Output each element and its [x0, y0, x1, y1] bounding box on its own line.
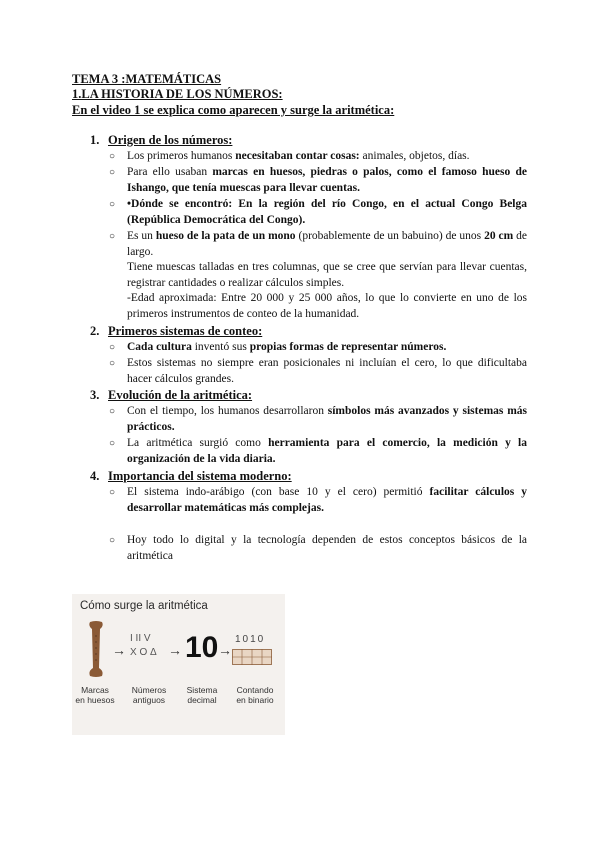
item-text: inventó sus	[191, 341, 250, 353]
circle-bullet-icon: ○	[109, 487, 116, 498]
item-text: El sistema indo-arábigo (con base 10 y el cero) permitió	[127, 486, 430, 498]
section-heading-text: Importancia del sistema moderno:	[108, 469, 292, 483]
numerals-line: I II V	[130, 633, 151, 644]
topic-title: TEMA 3 :MATEMÁTICAS	[72, 72, 222, 86]
circle-bullet-icon: ○	[109, 342, 116, 353]
item-bold-text: Cada cultura	[127, 341, 192, 353]
circle-bullet-icon: ○	[109, 151, 116, 162]
section-title: 1.LA HISTORIA DE LOS NÚMEROS:	[72, 87, 283, 101]
item-bold-text: hueso de la pata de un mono	[155, 230, 296, 242]
circle-bullet-icon: ○	[109, 438, 116, 449]
caption-line: antiguos	[132, 695, 166, 705]
caption-line: Contando	[236, 685, 274, 695]
section-3-heading	[90, 388, 252, 403]
item-text: Con el tiempo, los humanos desarrollaron	[127, 405, 328, 417]
item-bold-text: marcas en huesos, piedras o palos, como el famoso hueso de Ishango, que tenía muescas para llevar cuentas.	[127, 166, 527, 194]
section-number: 3.	[90, 388, 100, 402]
bone-icon	[86, 620, 106, 678]
item-text: Los primeros humanos	[127, 150, 236, 162]
list-item	[109, 149, 527, 165]
item-text: de largo.	[127, 230, 528, 258]
list-item	[109, 197, 527, 228]
arrow-right-icon: →	[218, 642, 232, 658]
item-text: La aritmética surgió como	[127, 437, 269, 449]
circle-bullet-icon: ○	[109, 231, 116, 242]
binary-grid-icon	[232, 649, 272, 665]
caption-line: decimal	[187, 695, 217, 705]
caption-binary-counting	[230, 685, 280, 705]
circle-bullet-icon: ○	[109, 535, 116, 546]
arrow-right-icon: →	[168, 642, 182, 658]
ancient-numerals	[130, 632, 157, 660]
list-item	[109, 340, 527, 356]
list-item	[109, 404, 527, 435]
arrow-right-icon: →	[112, 642, 126, 658]
list-item	[109, 165, 527, 196]
list-item	[109, 485, 527, 516]
figure-title: Cómo surge la aritmética	[80, 600, 208, 612]
list-item	[109, 229, 528, 323]
list-item	[109, 356, 527, 387]
item-text: (probablemente de un babuino) de unos	[295, 230, 485, 242]
arithmetic-origin-figure	[72, 594, 285, 735]
circle-bullet-icon: ○	[109, 406, 116, 417]
decimal-ten: 10	[185, 631, 219, 664]
item-text: Es un	[127, 230, 156, 242]
item-paragraph: -Edad aproximada: Entre 20 000 y 25 000 años, lo que lo convierte en uno de los primeros instrumentos de conteo de la humanidad.	[127, 292, 527, 320]
item-text: Hoy todo lo digital y la tecnología dependen de estos conceptos básicos de la aritmética	[127, 534, 527, 562]
circle-bullet-icon: ○	[109, 167, 116, 178]
intro-line: En el video 1 se explica como aparecen y surge la aritmética:	[72, 103, 395, 117]
item-bold-text: facilitar cálculos y desarrollar matemáticas más complejas.	[127, 486, 527, 514]
caption-line: en huesos	[75, 695, 115, 705]
item-text: animales, objetos, días.	[359, 150, 470, 162]
section-number: 1.	[90, 133, 100, 147]
caption-ancient-numbers	[124, 685, 174, 705]
item-text: Para ello usaban	[127, 166, 213, 178]
caption-line: en binario	[236, 695, 274, 705]
section-heading-text: Evolución de la aritmética:	[108, 388, 253, 402]
list-item	[109, 533, 527, 564]
caption-line: Números	[131, 685, 167, 695]
circle-bullet-icon: ○	[109, 358, 116, 369]
caption-line: Sistema	[186, 685, 218, 695]
section-2-heading	[90, 324, 262, 339]
circle-bullet-icon: ○	[109, 199, 116, 210]
item-bold-text: necesitaban contar cosas:	[235, 150, 360, 162]
item-text: Estos sistemas no siempre eran posicionales ni incluían el cero, lo que dificultaba hacer cálculos grandes.	[127, 357, 527, 385]
item-bold-text: 20 cm	[484, 230, 514, 242]
item-bold-text: propias formas de representar números.	[249, 341, 447, 353]
item-bold-text: herramienta para el comercio, la medición y la organización de la vida diaria.	[127, 437, 527, 465]
item-bold-text: •Dónde se encontró: En la región del río Congo, en el actual Congo Belga (República Democrática del Congo).	[127, 198, 527, 226]
section-number: 2.	[90, 324, 100, 338]
section-heading-text: Origen de los números:	[108, 133, 233, 147]
section-number: 4.	[90, 469, 100, 483]
section-1-heading	[90, 133, 232, 148]
list-item	[109, 436, 527, 467]
caption-bone-marks	[72, 685, 118, 705]
caption-decimal-system	[178, 685, 226, 705]
section-4-heading	[90, 469, 292, 484]
section-heading-text: Primeros sistemas de conteo:	[108, 324, 263, 338]
binary-number: 1010	[235, 634, 266, 645]
caption-line: Marcas	[81, 685, 109, 695]
numerals-line: X O Δ	[130, 647, 157, 658]
item-bold-text: símbolos más avanzados y sistemas más prácticos.	[127, 405, 527, 433]
item-paragraph: Tiene muescas talladas en tres columnas, que se cree que servían para llevar cuentas, registrar cantidades o realizar cálculos simples.	[127, 261, 527, 289]
